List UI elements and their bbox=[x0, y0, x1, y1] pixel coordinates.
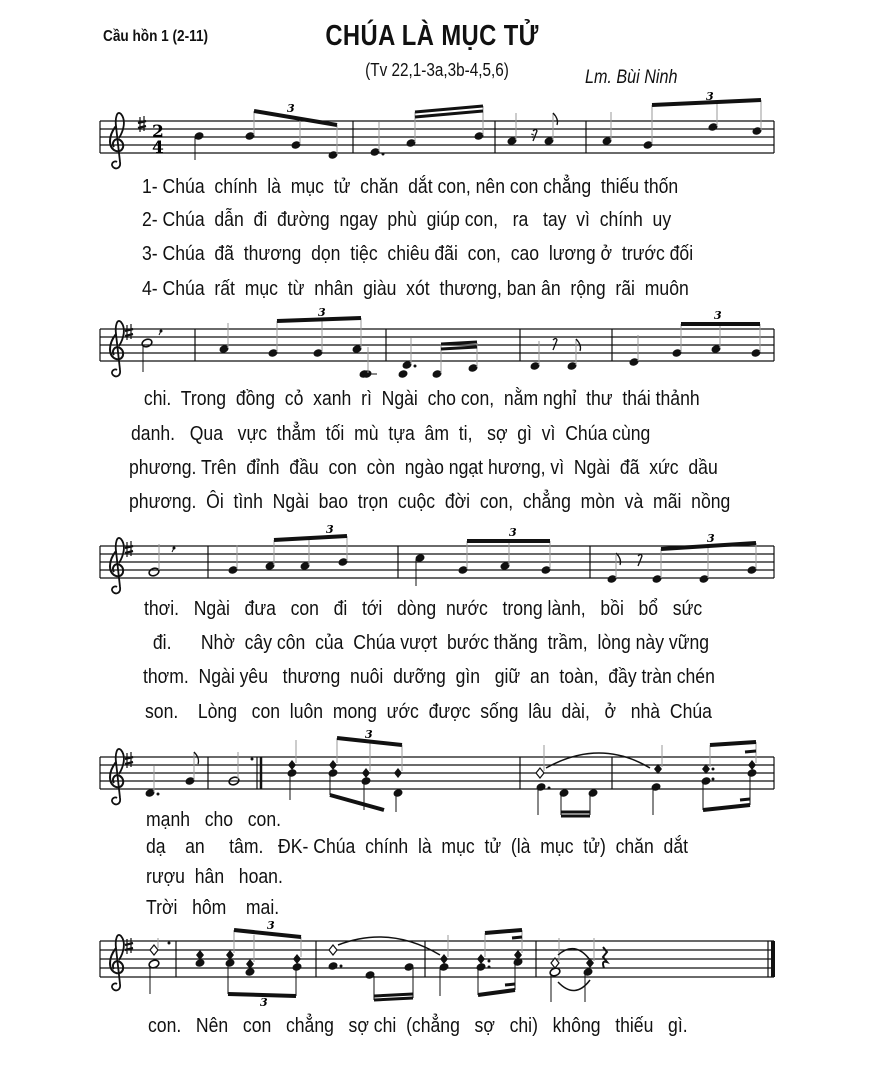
staff-system-5 bbox=[0, 915, 874, 1015]
lyric-verse-3-line-1: 3- Chúa đã thương dọn tiệc chiêu đãi con, cao lương ở trước đối bbox=[142, 243, 694, 265]
lyric-verse-2-line-1: 2- Chúa dẫn đi đường ngay phù giúp con, ra tay vì chính uy bbox=[142, 209, 672, 231]
staff-system-1 bbox=[0, 90, 874, 190]
composer: Lm. Bùi Ninh bbox=[585, 67, 678, 88]
svg-text:3: 3 bbox=[365, 728, 373, 741]
lyric-verse-3-line-3: thơm. Ngài yêu thương nuôi dưỡng gìn giữ an toàn, đầy tràn chén bbox=[143, 666, 715, 688]
lyric-verse-2-line-4-refrain: dạ an tâm. ĐK- Chúa chính là mục tử (là mục tử) chăn dắt bbox=[146, 836, 689, 858]
staff-system-2 bbox=[0, 300, 874, 380]
svg-text:3: 3 bbox=[318, 306, 326, 319]
lyric-refrain-final: con. Nên con chẳng sợ chi (chẳng sợ chi) không thiếu gì. bbox=[148, 1015, 688, 1037]
svg-text:3: 3 bbox=[706, 90, 714, 103]
lyric-verse-1-line-4: mạnh cho con. bbox=[146, 809, 282, 831]
song-title bbox=[79, 20, 796, 53]
notes-measure-1 bbox=[193, 102, 338, 160]
song-title-text: CHÚA LÀ MỤC TỬ bbox=[325, 20, 539, 52]
svg-text:3: 3 bbox=[260, 996, 268, 1009]
lyric-verse-2-line-3: đi. Nhờ cây côn của Chúa vượt bước thăng trầm, lòng này vững bbox=[148, 632, 710, 654]
lyric-verse-1-line-2: chi. Trong đồng cỏ xanh rì Ngài cho con, nằm nghỉ thư thái thảnh bbox=[139, 388, 700, 410]
svg-text:2: 2 bbox=[152, 122, 164, 142]
lyric-verse-1-line-1: 1- Chúa chính là mục tử chăn dắt con, nên con chẳng thiếu thốn bbox=[142, 176, 679, 198]
psalm-reference: (Tv 22,1-3a,3b-4,5,6) bbox=[365, 60, 509, 80]
lyric-verse-4-line-4: Trời hôm mai. bbox=[146, 897, 280, 919]
svg-text:3: 3 bbox=[267, 919, 275, 932]
notes-measure-2 bbox=[369, 106, 484, 157]
lyric-verse-3-line-4: rượu hân hoan. bbox=[146, 866, 283, 888]
lyric-verse-4-line-2: phương. Ôi tình Ngài bao trọn cuộc đời con, chẳng mòn và mãi nồng bbox=[129, 491, 731, 513]
lyric-verse-2-line-2: danh. Qua vực thẳm tối mù tựa âm ti, sợ gì vì Chúa cùng bbox=[131, 423, 651, 445]
lyric-verse-4-line-3: son. Lòng con luôn mong ước được sống lâu dài, ở nhà Chúa bbox=[145, 701, 712, 723]
svg-text:3: 3 bbox=[509, 526, 517, 539]
svg-text:3: 3 bbox=[326, 523, 334, 536]
sharp-icon bbox=[138, 116, 146, 132]
lyric-verse-4-line-1: 4- Chúa rất mục từ nhân giàu xót thương, ban ân rộng rãi muôn bbox=[142, 278, 689, 300]
svg-text:3: 3 bbox=[714, 309, 722, 322]
staff-system-3 bbox=[0, 515, 874, 595]
lyric-verse-3-line-2: phương. Trên đỉnh đầu con còn ngào ngạt hương, vì Ngài đã xức dầu bbox=[129, 457, 718, 479]
svg-text:4: 4 bbox=[152, 138, 164, 158]
svg-text:3: 3 bbox=[287, 102, 295, 115]
notes-measure-4 bbox=[601, 90, 762, 150]
svg-text:3: 3 bbox=[707, 532, 715, 545]
section-label: Cầu hồn 1 (2-11) bbox=[103, 28, 209, 45]
lyric-verse-1-line-3: thơi. Ngài đưa con đi tới dòng nước trong lành, bồi bổ sức bbox=[144, 598, 703, 620]
staff-system-4 bbox=[0, 725, 874, 820]
svg-text:𝄾: 𝄾 bbox=[531, 129, 535, 143]
